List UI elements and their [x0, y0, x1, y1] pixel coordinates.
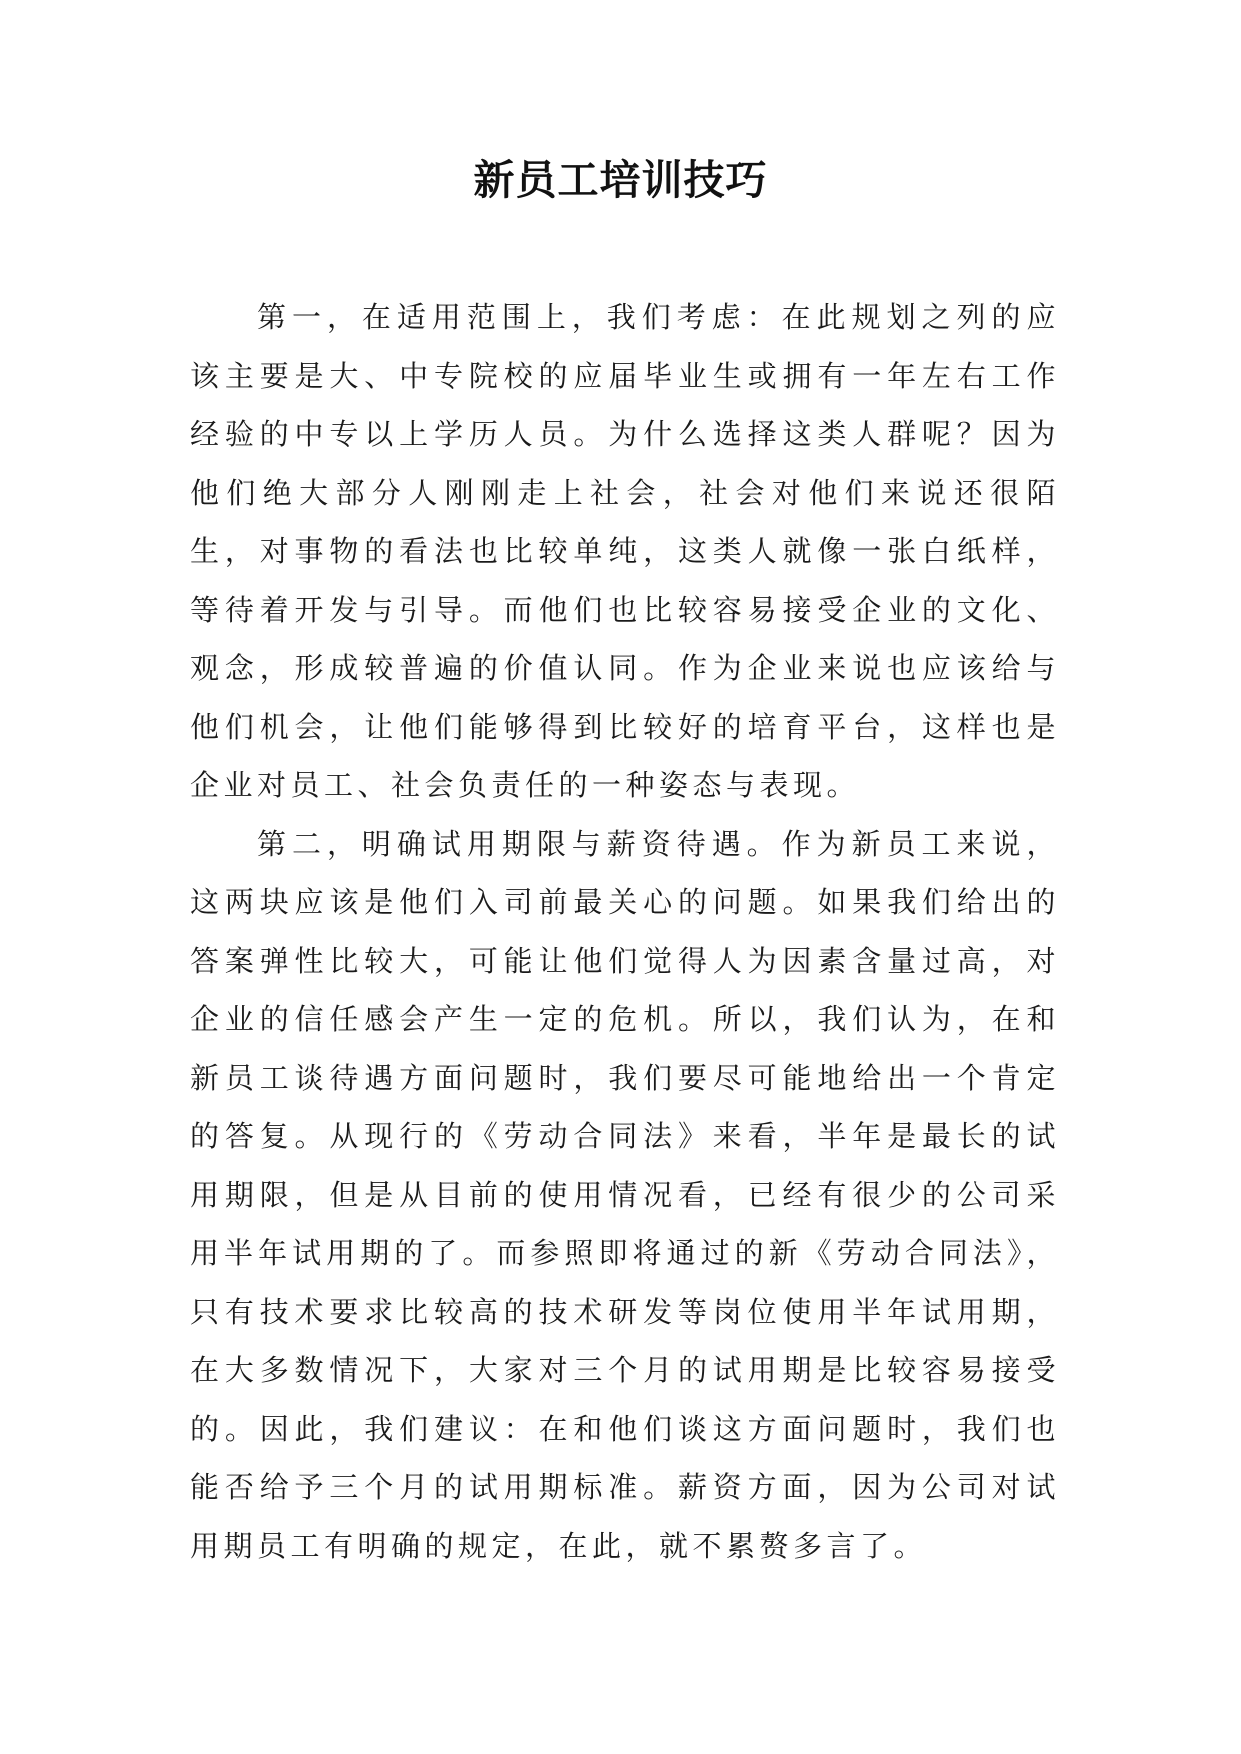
document-body: [190, 288, 1060, 1575]
paragraph-scope: 第一，在适用范围上，我们考虑：在此规划之列的应该主要是大、中专院校的应届毕业生或拥有一年左右工作经验的中专以上学历人员。为什么选择这类人群呢？因为他们绝大部分人刚刚走上社会，社会对他们来说还很陌生，对事物的看法也比较单纯，这类人就像一张白纸样，等待着开发与引导。而他们也比较容易接受企业的文化、观念，形成较普遍的价值认同。作为企业来说也应该给与他们机会，让他们能够得到比较好的培育平台，这样也是企业对员工、社会负责任的一种姿态与表现。: [190, 300, 1060, 802]
document-title: 新员工培训技巧: [473, 156, 768, 204]
paragraph-probation-salary: 第二，明确试用期限与薪资待遇。作为新员工来说，这两块应该是他们入司前最关心的问题。如果我们给出的答案弹性比较大，可能让他们觉得人为因素含量过高，对企业的信任感会产生一定的危机。所以，我们认为，在和新员工谈待遇方面问题时，我们要尽可能地给出一个肯定的答复。从现行的《劳动合同法》来看，半年是最长的试用期限，但是从目前的使用情况看，已经有很少的公司采用半年试用期的了。而参照即将通过的新《劳动合同法》，只有技术要求比较高的技术研发等岗位使用半年试用期，在大多数情况下，大家对三个月的试用期是比较容易接受的。因此，我们建议：在和他们谈这方面问题时，我们也能否给予三个月的试用期标准。薪资方面，因为公司对试用期员工有明确的规定，在此，就不累赘多言了。: [190, 826, 1060, 1563]
